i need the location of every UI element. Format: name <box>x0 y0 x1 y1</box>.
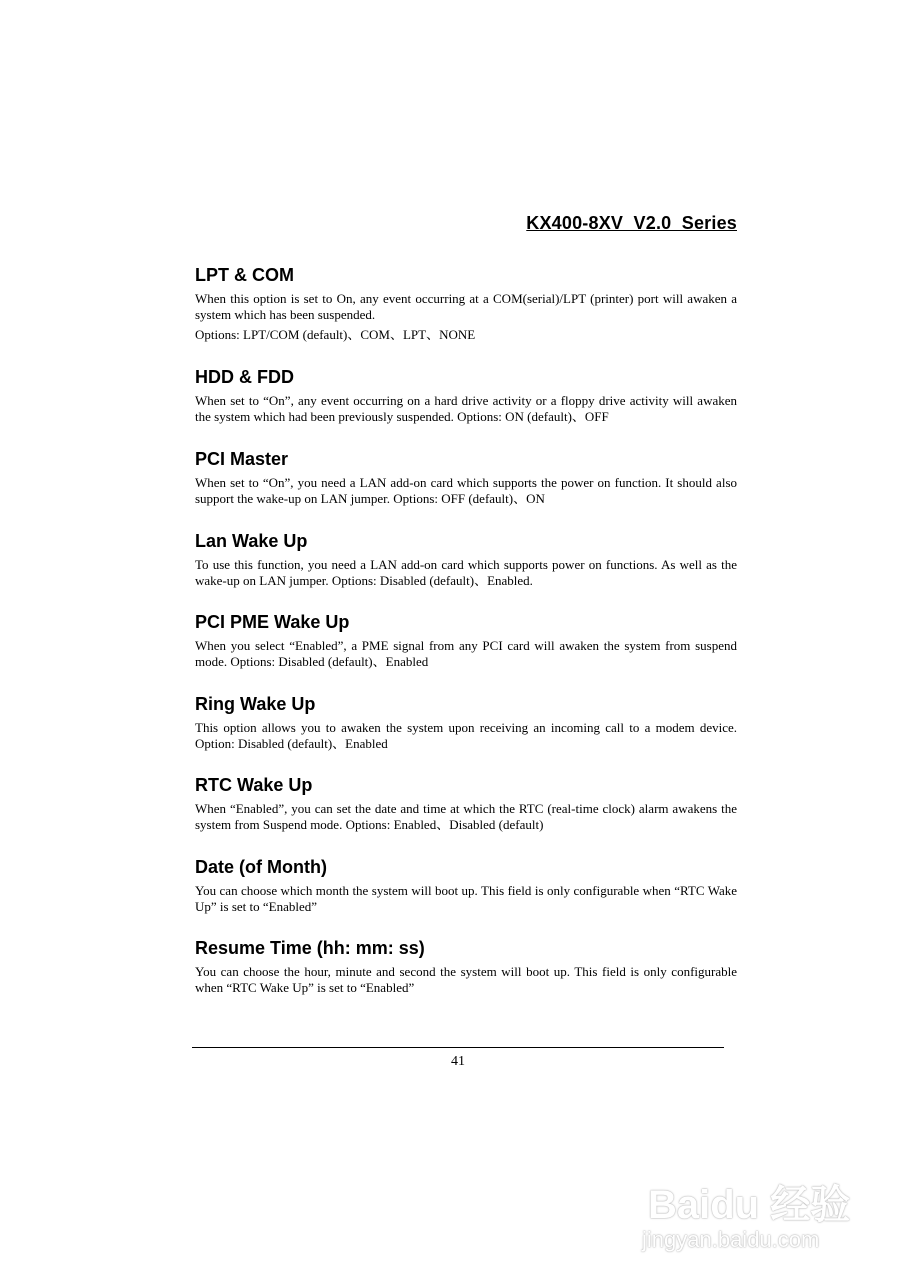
section-heading: PCI Master <box>195 449 289 469</box>
section-body: When set to “On”, you need a LAN add-on card which supports the power on function. It should also support the wake-up on LAN jumper. Options: OFF (default)、ON <box>195 475 737 506</box>
section-rtc-wake-up <box>195 774 737 833</box>
section-lan-wake-up <box>195 530 737 589</box>
section-body: You can choose the hour, minute and second the system will boot up. This field is only configurable when “RTC Wake Up” is set to “Enabled” <box>195 964 737 995</box>
document-header: KX400-8XV V2.0 Series <box>526 213 737 233</box>
section-body: When you select “Enabled”, a PME signal from any PCI card will awaken the system from suspend mode. Options: Disabled (default)、Enabled <box>195 638 737 669</box>
section-body: When this option is set to On, any event occurring at a COM(serial)/LPT (printer) port will awaken a system which has been suspended. <box>195 291 737 322</box>
section-lpt-com <box>195 264 737 343</box>
section-heading: Lan Wake Up <box>195 531 308 551</box>
section-heading: PCI PME Wake Up <box>195 612 350 632</box>
section-heading: LPT & COM <box>195 265 294 285</box>
section-heading: Date (of Month) <box>195 857 327 877</box>
section-body: When “Enabled”, you can set the date and time at which the RTC (real-time clock) alarm awakens the system from Suspend mode. Options: Enabled、Disabled (default) <box>195 801 737 832</box>
section-hdd-fdd <box>195 366 737 425</box>
page-number: 41 <box>451 1054 465 1069</box>
section-body: You can choose which month the system will boot up. This field is only configurable when “RTC Wake Up” is set to “Enabled” <box>195 883 737 914</box>
section-resume-time <box>195 937 737 996</box>
watermark-url: jingyan.baidu.com <box>642 1227 820 1252</box>
section-body: To use this function, you need a LAN add-on card which supports power on functions. As well as the wake-up on LAN jumper. Options: Disabled (default)、Enabled. <box>195 557 737 588</box>
section-body: This option allows you to awaken the system upon receiving an incoming call to a modem device. Option: Disabled (default)、Enabled <box>195 720 737 751</box>
section-heading: Ring Wake Up <box>195 694 316 714</box>
footer-divider <box>192 1047 724 1048</box>
section-options: Options: LPT/COM (default)、COM、LPT、NONE <box>195 327 476 342</box>
section-pci-pme-wake-up <box>195 611 737 670</box>
section-ring-wake-up <box>195 693 737 752</box>
section-heading: HDD & FDD <box>195 367 294 387</box>
section-heading: RTC Wake Up <box>195 775 313 795</box>
baidu-watermark <box>638 1145 868 1265</box>
section-pci-master <box>195 448 737 507</box>
watermark-brand: Baidu 经验 <box>648 1183 851 1227</box>
section-heading: Resume Time (hh: mm: ss) <box>195 938 425 958</box>
section-body: When set to “On”, any event occurring on a hard drive activity or a floppy drive activity will awaken the system which had been previously suspended. Options: ON (default)、OFF <box>195 393 737 424</box>
section-date-of-month <box>195 856 737 915</box>
